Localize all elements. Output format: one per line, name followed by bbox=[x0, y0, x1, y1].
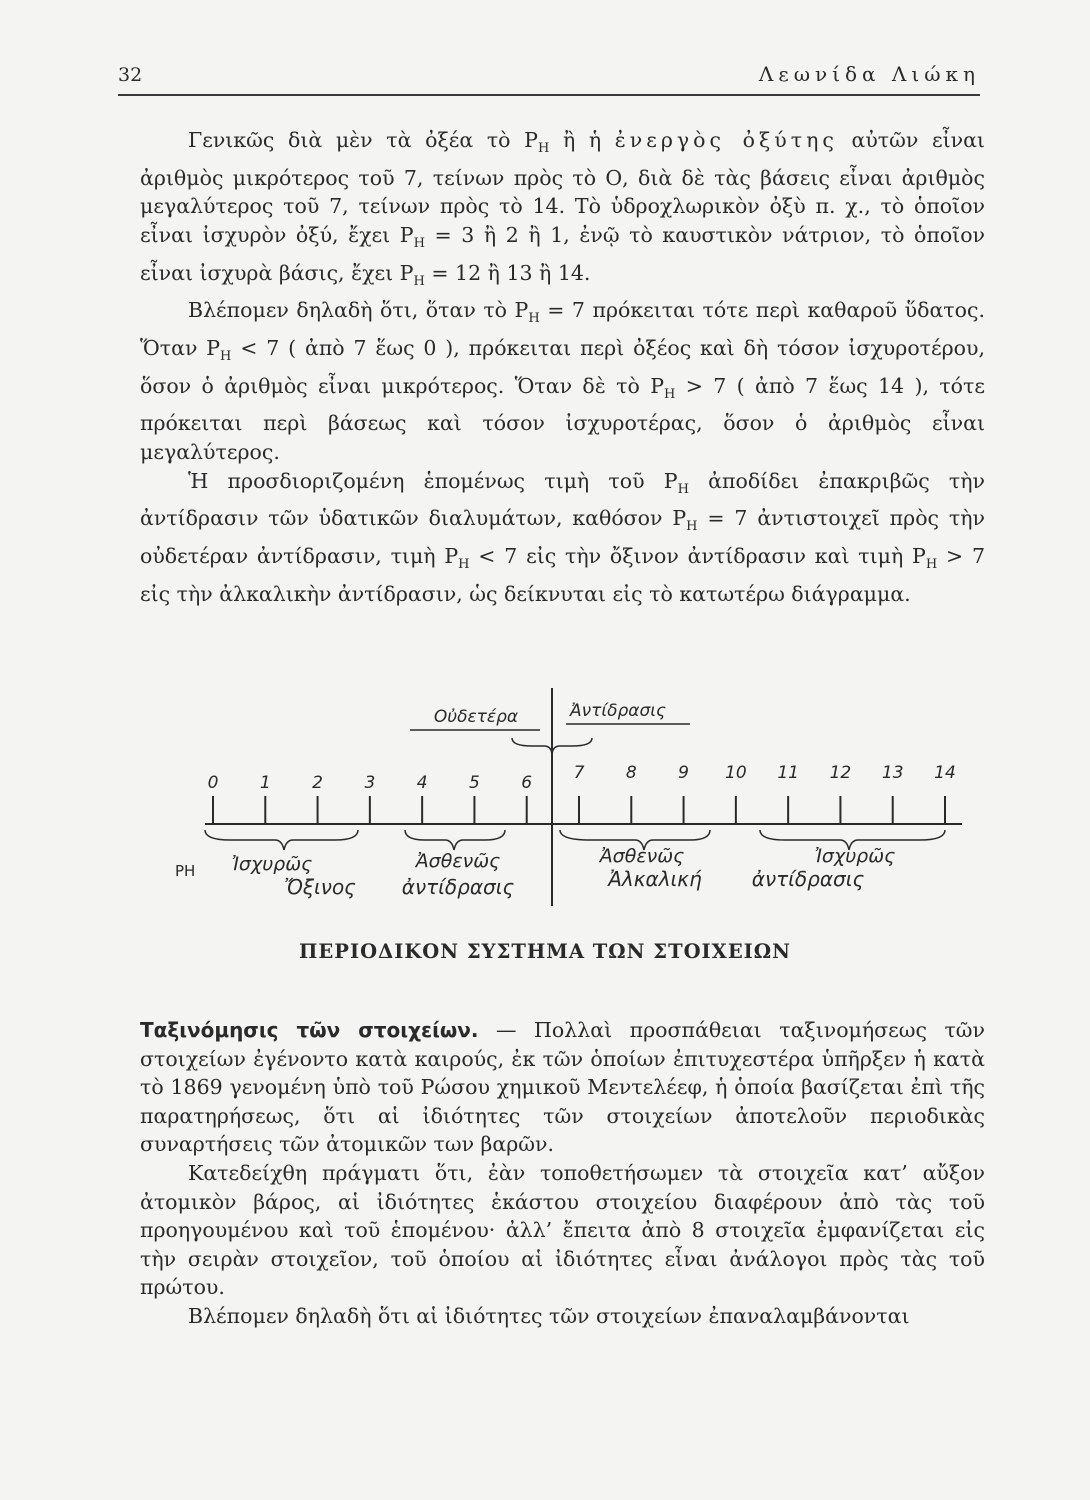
tick-label-11: 11 bbox=[777, 763, 799, 783]
tick-label-1: 1 bbox=[259, 773, 271, 793]
paragraph-4: Ταξινόμησις τῶν στοιχείων. — Πολλαὶ προσπάθειαι ταξινομήσεως τῶν στοιχείων ἐγένοντο κατὰ καιρούς, ἐκ τῶν ὁποίων ἐπιτυχεστέρα ὑπῆρξεν ἡ κατὰ τὸ 1869 γενομένη ὑπὸ τοῦ Ρώσου χημικοῦ Μεντελέεφ, ἡ ὁποία βασίζεται ἐπὶ τῆς παρατηρήσεως, ὅτι αἱ ἰδιότητες τῶν στοιχείων ἀποτελοῦν περιοδικὰς συναρτήσεις τῶν ἀτομικῶν των βαρῶν. bbox=[140, 1018, 985, 1157]
tick-label-9: 9 bbox=[678, 763, 689, 783]
base-strong-label: Ἰσχυρῶς bbox=[814, 845, 896, 867]
tick-label-2: 2 bbox=[312, 773, 323, 793]
weak-acid-brace bbox=[405, 830, 505, 850]
paragraph-1: Γενικῶς διὰ μὲν τὰ ὀξέα τὸ $P_H$ ἢ ἡ ἐνεργὸς ὀξύτης αὐτῶν εἶναι ἀριθμὸς μικρότερος τοῦ 7, τείνων πρὸς τὸ Ο, διὰ δὲ τὰς βάσεις εἶναι ἀριθμὸς μεγαλύτερος τοῦ 7, τείνων πρὸς τὸ 14. Τὸ ὑδροχλωρικὸν ὀξὺ π. χ., τὸ ὁποῖον εἶναι ἰσχυρὸν ὀξύ, ἔχει $P_H = 3$ ἢ 2 ἢ 1, ἐνῷ τὸ καυστικὸν νάτριον, τὸ ὁποῖον εἶναι ἰσχυρὰ βάσις, ἔχει $P_H = 12$ ἢ 13 ἢ 14. bbox=[140, 128, 986, 289]
tick-label-7: 7 bbox=[573, 763, 585, 783]
paragraph-3: Ἡ προσδιοριζομένη ἑπομένως τιμὴ τοῦ $P_H$ ἀποδίδει ἐπακριβῶς τὴν ἀντίδρασιν τῶν ὑδατικῶν διαλυμάτων, καθόσον $P_H = 7$ ἀντιστοιχεῖ πρὸς τὴν οὐδετέραν ἀντίδρασιν, τιμὴ $P_H < 7$ εἰς τὴν ὄξινον ἀντίδρασιν καὶ τιμὴ $P_H > 7$ εἰς τὴν ἀλκαλικὴν ἀντίδρασιν, ὡς δείκνυται εἰς τὸ κατωτέρω διάγραμμα. bbox=[140, 468, 985, 606]
tick-label-3: 3 bbox=[364, 773, 376, 793]
ph-label: PH bbox=[175, 862, 196, 880]
tick-label-5: 5 bbox=[469, 773, 480, 793]
running-head: Λεωνίδα Λιώκη bbox=[758, 62, 980, 86]
tick-label-12: 12 bbox=[829, 763, 852, 783]
tick-label-10: 10 bbox=[725, 763, 747, 783]
section-title: ΠΕΡΙΟΔΙΚΟΝ ΣΥΣΤΗΜΑ ΤΩΝ ΣΤΟΙΧΕΙΩΝ bbox=[299, 940, 791, 963]
paragraph-2: Βλέπομεν δηλαδὴ ὅτι, ὅταν τὸ $P_H = 7$ πρόκειται τότε περὶ καθαροῦ ὕδατος. Ὅταν $P_H < 7$ ( ἀπὸ 7 ἕως 0 ), πρόκειται περὶ ὀξέος καὶ δὴ τόσον ἰσχυροτέρου, ὅσον ὁ ἀριθμὸς εἶναι μικρότερος. Ὅταν δὲ τὸ $P_H > 7$ ( ἀπὸ 7 ἕως 14 ), τότε πρόκειται περὶ βάσεως καὶ τόσον ἰσχυροτέρας, ὅσον ὁ ἀριθμὸς εἶναι μεγαλύτερος. bbox=[140, 298, 985, 464]
base-reaction-label: ἀντίδρασις bbox=[751, 867, 865, 891]
paragraph-5: Κατεδείχθη πράγματι ὅτι, ἐὰν τοποθετήσωμεν τὰ στοιχεῖα κατ’ αὔξον ἀτομικὸν βάρος, αἱ ἰδιότητες ἑκάστου στοιχείου διαφέρουν ἀπὸ τὰς τοῦ προηγουμένου καὶ τοῦ ἑπομένου· ἀλλ’ ἔπειτα ἀπὸ 8 στοιχεῖα ἐμφανίζεται εἰς τὴν σειρὰν στοιχεῖον, τοῦ ὁποίου αἱ ἰδιότητες εἶναι ἀνάλογοι πρὸς τὰς τοῦ πρώτου. bbox=[140, 1160, 985, 1300]
run-in-heading: Ταξινόμησις τῶν στοιχείων. bbox=[140, 1018, 479, 1042]
ph-scale-diagram bbox=[0, 680, 1090, 920]
paragraph-6: Βλέπομεν δηλαδὴ ὅτι αἱ ἰδιότητες τῶν στοιχείων ἐπαναλαμβάνονται bbox=[188, 1303, 910, 1328]
tick-label-0: 0 bbox=[207, 773, 219, 793]
text-block-top bbox=[140, 126, 985, 608]
tick-label-8: 8 bbox=[625, 763, 637, 783]
tick-label-13: 13 bbox=[881, 763, 904, 783]
tick-label-6: 6 bbox=[521, 773, 533, 793]
acid-strong-label: Ἰσχυρῶς bbox=[231, 853, 313, 875]
acid-word-label: Ὄξινος bbox=[284, 875, 356, 899]
base-weak-label: Ἀσθενῶς bbox=[599, 845, 685, 867]
header-rule bbox=[118, 94, 980, 96]
base-word-label: Ἀλκαλική bbox=[608, 867, 702, 891]
acid-weak-label: Ἀσθενῶς bbox=[415, 850, 501, 872]
tick-group bbox=[208, 763, 956, 824]
neutral-label: Οὐδετέρα bbox=[433, 707, 519, 727]
tick-label-14: 14 bbox=[934, 763, 956, 783]
page-number: 32 bbox=[118, 64, 143, 86]
text-block-bottom bbox=[140, 1016, 985, 1331]
strong-acid-brace bbox=[205, 830, 358, 850]
ph-scale-svg bbox=[0, 680, 1090, 920]
acid-reaction-label: ἀντίδρασις bbox=[401, 875, 515, 899]
page-header bbox=[118, 58, 980, 94]
tick-label-4: 4 bbox=[416, 773, 428, 793]
reaction-label: Ἀντίδρασις bbox=[569, 701, 667, 721]
